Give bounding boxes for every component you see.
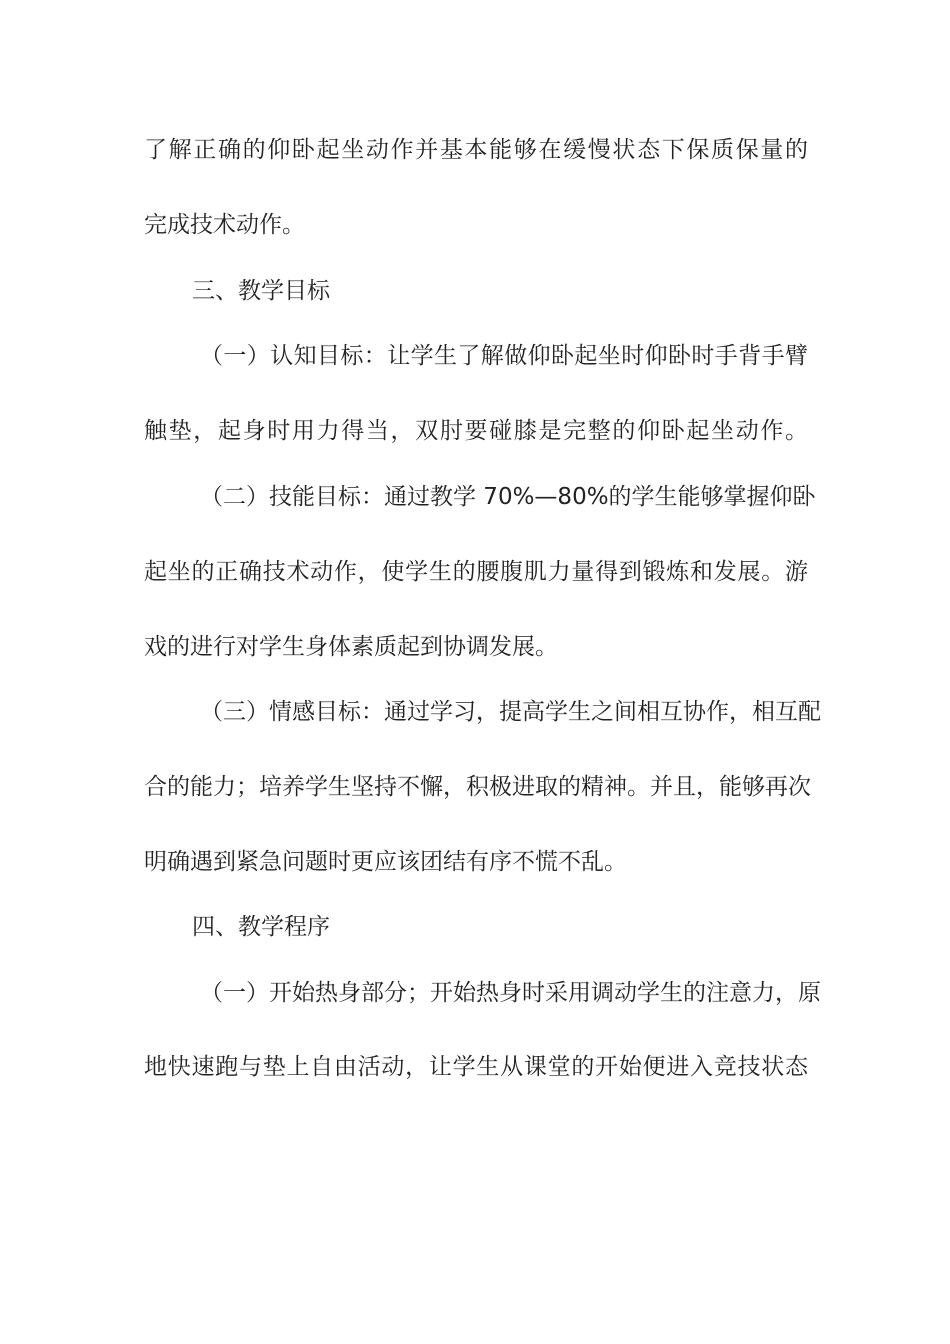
paragraph-line: （一）认知目标：让学生了解做仰卧起坐时仰卧时手背手臂: [200, 343, 808, 369]
paragraph-line: 地快速跑与垫上自由活动，让学生从课堂的开始便进入竞技状态: [144, 1054, 808, 1080]
paragraph-line: （三）情感目标：通过学习，提高学生之间相互协作，相互配: [200, 699, 821, 725]
paragraph-line: 合的能力；培养学生坚持不懈，积极进取的精神。并且，能够再次: [144, 774, 811, 800]
paragraph-line: （二）技能目标：通过教学 70%—80%的学生能够掌握仰卧: [200, 484, 816, 510]
section-heading: 四、教学程序: [192, 914, 330, 940]
paragraph-line: 起坐的正确技术动作，使学生的腰腹肌力量得到锻炼和发展。游: [144, 559, 808, 585]
section-heading: 三、教学目标: [192, 278, 330, 304]
paragraph-line: 完成技术动作。: [144, 212, 305, 238]
paragraph-line: 了解正确的仰卧起坐动作并基本能够在缓慢状态下保质保量的: [144, 137, 808, 163]
paragraph-line: 触垫，起身时用力得当，双肘要碰膝是完整的仰卧起坐动作。: [144, 418, 808, 444]
paragraph-line: （一）开始热身部分；开始热身时采用调动学生的注意力，原: [200, 980, 821, 1006]
paragraph-line: 明确遇到紧急问题时更应该团结有序不慌不乱。: [144, 849, 627, 875]
paragraph-line: 戏的进行对学生身体素质起到协调发展。: [144, 634, 558, 660]
